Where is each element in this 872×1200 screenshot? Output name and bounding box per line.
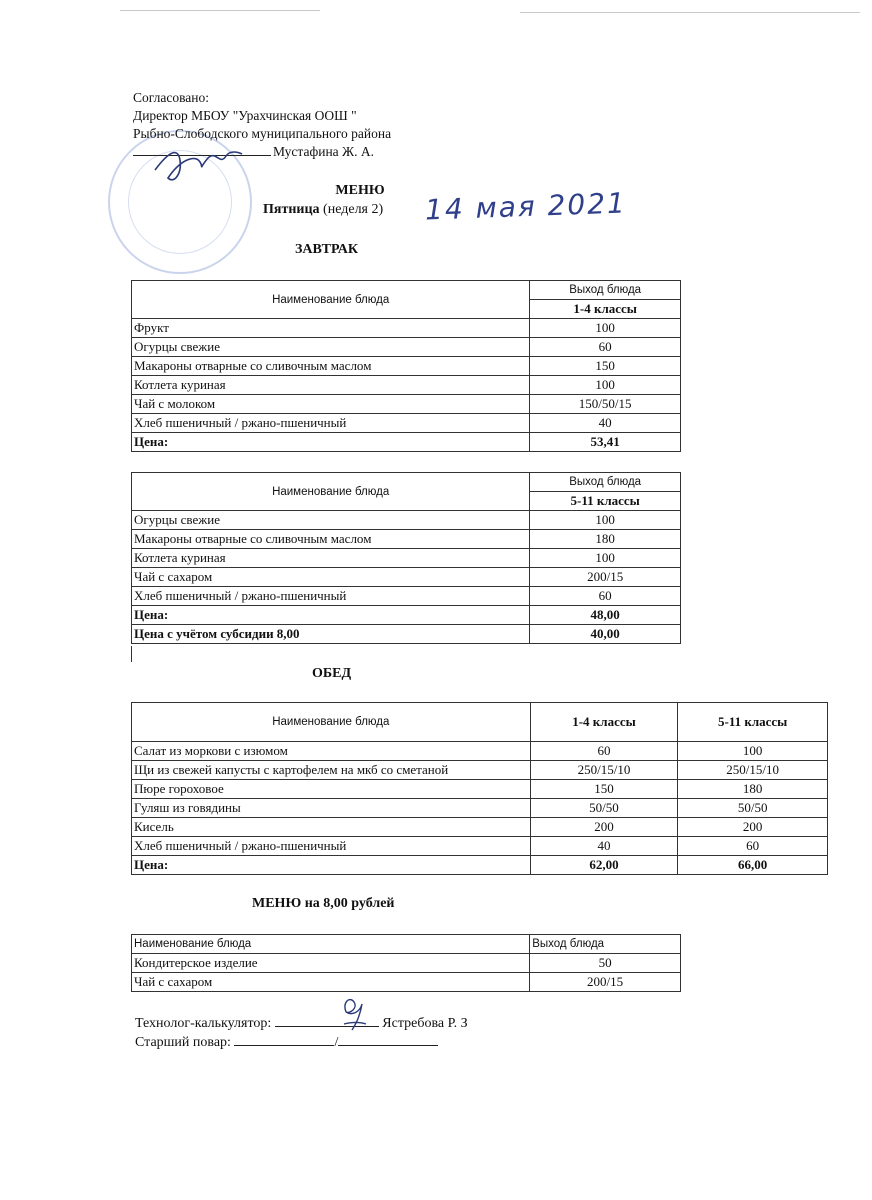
dish-output: 200/15	[530, 973, 681, 992]
menu-subtitle	[263, 202, 383, 218]
col-header-name: Наименование блюда	[132, 703, 531, 742]
dish-output: 60	[530, 338, 681, 357]
handwritten-date: 14 мая 2021	[424, 186, 628, 227]
dish-name: Фрукт	[132, 319, 530, 338]
col-header-name: Наименование блюда	[132, 281, 530, 319]
dish-output: 50	[530, 954, 681, 973]
dish-name: Салат из моркови с изюмом	[132, 742, 531, 761]
scan-artifact	[520, 12, 860, 13]
col-header-output: Выход блюда	[530, 935, 681, 954]
lunch-table	[131, 702, 828, 875]
dish-output-1-4: 250/15/10	[530, 761, 678, 780]
dish-output-1-4: 60	[530, 742, 678, 761]
dish-name: Огурцы свежие	[132, 511, 530, 530]
menu-day: Пятница	[263, 202, 320, 217]
slash-separator: /	[334, 1035, 339, 1050]
dish-output-5-11: 100	[678, 742, 828, 761]
price-1-4: 62,00	[530, 856, 678, 875]
dish-name: Чай с сахаром	[132, 568, 530, 587]
price-row	[132, 433, 681, 452]
table-row	[132, 338, 681, 357]
table-row	[132, 568, 681, 587]
table-row	[132, 319, 681, 338]
dish-output-1-4: 150	[530, 780, 678, 799]
dish-name: Огурцы свежие	[132, 338, 530, 357]
technologist-name: Ястребова Р. З	[382, 1016, 468, 1031]
price-row	[132, 606, 681, 625]
table-row	[132, 530, 681, 549]
scan-artifact	[120, 10, 320, 11]
menu8-table	[131, 934, 681, 992]
group-header: 5-11 классы	[530, 492, 681, 511]
dish-output-5-11: 180	[678, 780, 828, 799]
dish-name: Кондитерское изделие	[132, 954, 530, 973]
approval-signatory: Мустафина Ж. А.	[273, 144, 374, 159]
dish-name: Гуляш из говядины	[132, 799, 531, 818]
col-header-output: Выход блюда	[530, 473, 681, 492]
breakfast-1-4-table	[131, 280, 681, 452]
table-row	[132, 587, 681, 606]
dish-output: 40	[530, 414, 681, 433]
dish-output: 100	[530, 319, 681, 338]
menu-title: МЕНЮ	[335, 183, 385, 198]
col-header-1-4: 1-4 классы	[530, 703, 678, 742]
dish-name: Хлеб пшеничный / ржано-пшеничный	[132, 414, 530, 433]
table-row	[132, 395, 681, 414]
dish-name: Макароны отварные со сливочным маслом	[132, 357, 530, 376]
group-header: 1-4 классы	[530, 300, 681, 319]
dish-name: Котлета куриная	[132, 549, 530, 568]
director-signature	[150, 140, 245, 188]
signature-blank	[234, 1033, 334, 1046]
table-row	[132, 761, 828, 780]
technologist-line	[135, 1014, 468, 1032]
dish-name: Пюре гороховое	[132, 780, 531, 799]
subsidy-label: Цена с учётом субсидии 8,00	[132, 625, 530, 644]
subsidy-value: 40,00	[530, 625, 681, 644]
dish-output: 180	[530, 530, 681, 549]
dish-output-1-4: 50/50	[530, 799, 678, 818]
table-row	[132, 549, 681, 568]
subsidy-row	[132, 625, 681, 644]
col-header-5-11: 5-11 классы	[678, 703, 828, 742]
price-value: 53,41	[530, 433, 681, 452]
breakfast-5-11-table	[131, 472, 681, 644]
dish-output-1-4: 200	[530, 818, 678, 837]
dish-name: Хлеб пшеничный / ржано-пшеничный	[132, 587, 530, 606]
table-row	[132, 818, 828, 837]
dish-name: Чай с молоком	[132, 395, 530, 414]
approval-line-2: Директор МБОУ "Урахчинская ООШ "	[133, 108, 357, 123]
dish-output: 150	[530, 357, 681, 376]
table-row	[132, 414, 681, 433]
col-header-name: Наименование блюда	[132, 473, 530, 511]
dish-output-1-4: 40	[530, 837, 678, 856]
approval-line-3: Рыбно-Слободского муниципального района	[133, 126, 392, 141]
table-row	[132, 780, 828, 799]
table-row	[132, 837, 828, 856]
col-header-output: Выход блюда	[530, 281, 681, 300]
breakfast-title: ЗАВТРАК	[295, 242, 359, 257]
table-row	[132, 954, 681, 973]
dish-name: Чай с сахаром	[132, 973, 530, 992]
dish-name: Макароны отварные со сливочным маслом	[132, 530, 530, 549]
dish-output: 150/50/15	[530, 395, 681, 414]
price-label: Цена:	[132, 606, 530, 625]
name-blank	[338, 1033, 438, 1046]
table-row	[132, 376, 681, 395]
dish-output: 200/15	[530, 568, 681, 587]
lunch-title: ОБЕД	[312, 666, 352, 681]
technologist-signature	[336, 994, 372, 1034]
dish-output: 100	[530, 511, 681, 530]
dish-name: Щи из свежей капусты с картофелем на мкб со сметаной	[132, 761, 531, 780]
menu-week: (неделя 2)	[323, 202, 384, 217]
cook-label: Старший повар:	[135, 1035, 231, 1050]
dish-output: 100	[530, 549, 681, 568]
table-row	[132, 742, 828, 761]
table-row	[132, 511, 681, 530]
dish-output: 100	[530, 376, 681, 395]
price-value: 48,00	[530, 606, 681, 625]
dish-name: Хлеб пшеничный / ржано-пшеничный	[132, 837, 531, 856]
price-row	[132, 856, 828, 875]
cook-line	[135, 1033, 438, 1051]
table-row	[132, 799, 828, 818]
col-header-name: Наименование блюда	[132, 935, 530, 954]
price-label: Цена:	[132, 856, 531, 875]
approval-line-1: Согласовано:	[133, 90, 209, 105]
technologist-label: Технолог-калькулятор:	[135, 1016, 272, 1031]
price-label: Цена:	[132, 433, 530, 452]
price-5-11: 66,00	[678, 856, 828, 875]
dish-output-5-11: 250/15/10	[678, 761, 828, 780]
dish-output-5-11: 200	[678, 818, 828, 837]
table-row	[132, 357, 681, 376]
dish-name: Кисель	[132, 818, 531, 837]
dish-output-5-11: 60	[678, 837, 828, 856]
dish-output-5-11: 50/50	[678, 799, 828, 818]
table-border-stub	[131, 646, 132, 662]
dish-name: Котлета куриная	[132, 376, 530, 395]
dish-output: 60	[530, 587, 681, 606]
menu8-title: МЕНЮ на 8,00 рублей	[252, 896, 395, 911]
table-row	[132, 973, 681, 992]
